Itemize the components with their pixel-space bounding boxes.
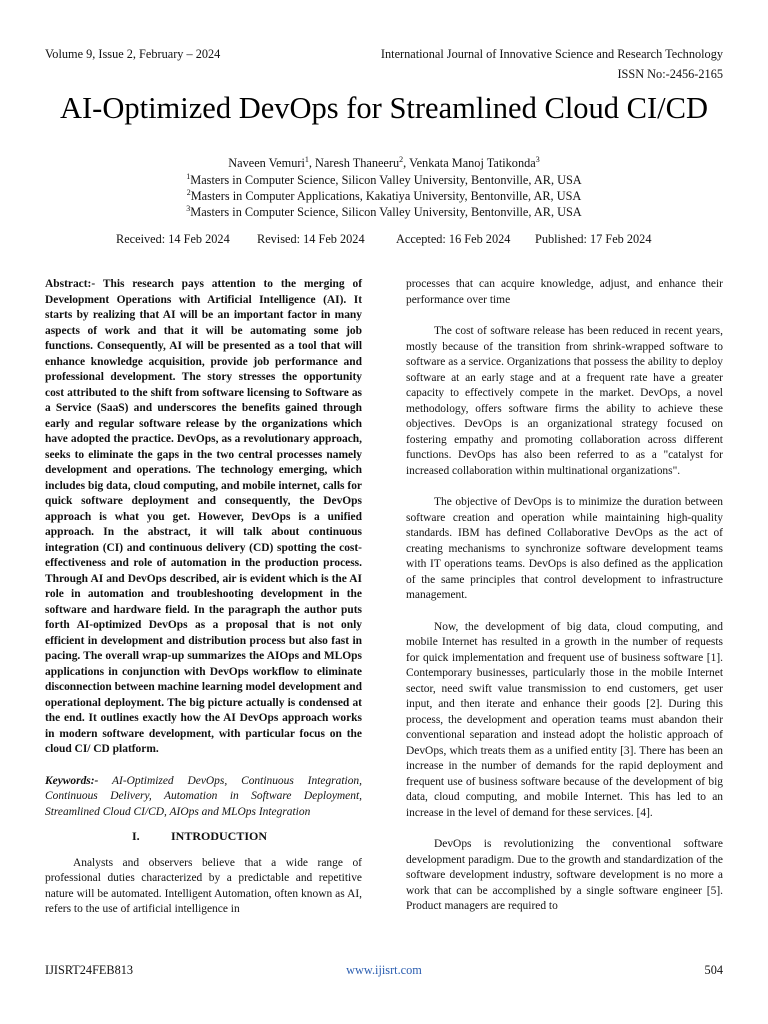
author-affiliation-mark: 3 [535,154,540,164]
date-accepted: Accepted: 16 Feb 2024 [396,232,511,246]
affiliation [0,204,768,221]
body-paragraph: The cost of software release has been reduced in recent years, mostly because of the transition from shrink-wrapped software to software as a service. Organizations that possess the ability to deploy software at an early stage and at a frequent rate have a greater capacity to effectively compete in the market. DevOps, a novel methodology, offers software firms the ability to achieve these objectives. DevOps is an organizational strategy focused on fostering empathy and promoting collaboration across different functions. DevOps has also been referred to as a "catalyst for increased collaboration within multinational organizations". [406,325,723,477]
affiliation-text: Masters in Computer Science, Silicon Valley University, Bentonville, AR, USA [190,205,582,219]
affiliation-text: Masters in Computer Science, Silicon Valley University, Bentonville, AR, USA [190,173,582,187]
affiliation-text: Masters in Computer Applications, Kakatiya University, Bentonville, AR, USA [190,189,582,203]
date-received: Received: 14 Feb 2024 [116,232,230,246]
keywords-text: AI-Optimized DevOps, Continuous Integration, Continuous Delivery, Automation in Software Deployment, Streamlined Cloud CI/CD, AIOps and MLOps Integration [45,774,362,818]
intro-paragraph: Analysts and observers believe that a wide range of professional duties characterized by a predictable and repetitive nature will be automated. Intelligent Automation, often known as AI, refers to the use of artificial intelligence in [45,856,362,915]
affiliation-mark: 1 [186,171,191,181]
right-column [406,277,723,915]
body-paragraph: processes that can acquire knowledge, adjust, and enhance their performance over time [406,278,723,306]
section-number: I. [132,829,140,843]
date-revised: Revised: 14 Feb 2024 [257,232,365,246]
section-title: INTRODUCTION [171,829,268,843]
author-affiliation-mark: 1 [304,154,309,164]
author-name: Naresh Thaneeru [315,156,400,170]
body-paragraph: DevOps is revolutionizing the conventional software development paradigm. Due to the growth and standardization of the software development industry, software development is no more a work that can be accomplished by a single software engineer [5]. Product managers are required to [406,838,723,912]
footer-website-link[interactable]: www.ijisrt.com [346,963,422,977]
header-issn: ISSN No:-2456-2165 [617,67,723,81]
affiliation-mark: 3 [186,203,191,213]
affiliation [0,172,768,189]
footer-page-number: 504 [704,963,723,977]
author-separator: , [308,156,316,170]
abstract: Abstract:- This research pays attention to the merging of Development Operations with Artificial Intelligence (AI). It starts by realizing that AI will be an important factor in many aspects of work and that it will be automating some job functions. Consequently, AI will be presented as a tool that will enhance knowledge acquisition, provide job performance and professional development. The story stresses the opportunity cost attributed to the shift from software licensing to Software as a Service (SaaS) and underscores the benefits gained through early and regular software release by the organizations which have adopted the practice. DevOps, as a revolutionary approach, seeks to eliminate the gaps in the two central processes namely development and operations. The technology emerging, which includes big data, cloud computing, and mobile internet, calls for quick software deployment and consequently, the DevOps approach is what you get. However, DevOps is a unified approach. In the abstract, it will talk about continuous integration (CI) and continuous delivery (CD) spotting the cost-effectiveness and role of automation in the production process. Through AI and DevOps described, air is evident which is the AI role in automation and troubleshooting development in the software and hardware field. In the paragraph the author puts forth AI-optimized DevOps as a proposal that is not only efficient in development and distribution process but also fast in pacing. The overall wrap-up summarizes the AIOps and MLOps applications in conjunction with DevOps workflow to eliminate disconnection between machine learning model development and operational deployment. The big picture actually is condensed at the end. It outlines exactly how the AI DevOps approach works in modern software development, with particular focus on the cloud CI/ CD platform. [45,278,362,755]
affiliation-mark: 2 [186,187,191,197]
left-column [45,277,362,918]
header-journal: International Journal of Innovative Science and Research Technology [380,47,723,61]
date-published: Published: 17 Feb 2024 [535,232,652,246]
paper-title: AI-Optimized DevOps for Streamlined Cloud CI/CD [59,91,709,125]
body-paragraph: The objective of DevOps is to minimize the duration between software creation and operation while maintaining high-quality standards. IBM has defined Collaborative DevOps as the act of creating mechanisms to synchronize software development teams with IT operations teams. DevOps is also defined as the application of the same principles that control development to infrastructure management. [406,496,723,601]
section-heading [45,829,362,845]
author-name: Naveen Vemuri [228,156,305,170]
author-name: Venkata Manoj Tatikonda [409,156,536,170]
keywords [45,774,362,821]
author-list [0,155,768,172]
header-volume: Volume 9, Issue 2, February – 2024 [45,47,221,61]
keywords-label: Keywords:- [45,774,99,787]
affiliation [0,188,768,205]
author-separator: , [403,156,410,170]
footer-article-id: IJISRT24FEB813 [45,963,134,977]
body-paragraph: Now, the development of big data, cloud computing, and mobile Internet has resulted in a growth in the number of requests for quick implementation and frequent use of business software [1]. Contemporary businesses, particularly those in the mobile Internet sector, need swift value transmission to end customers, get user input, and then iterate and enhance their goods [2]. During this process, the development and operation teams must abandon their conventional separation and instead adopt the holistic approach of DevOps, which treats them as a unified entity [3]. There has been an increase in the number of demands for the rapid deployment and frequent use of business software because of the development of big data, cloud computing, and mobile Internet. This has led to an increase in the level of demand for these services. [4]. [406,620,723,819]
author-affiliation-mark: 2 [399,154,404,164]
